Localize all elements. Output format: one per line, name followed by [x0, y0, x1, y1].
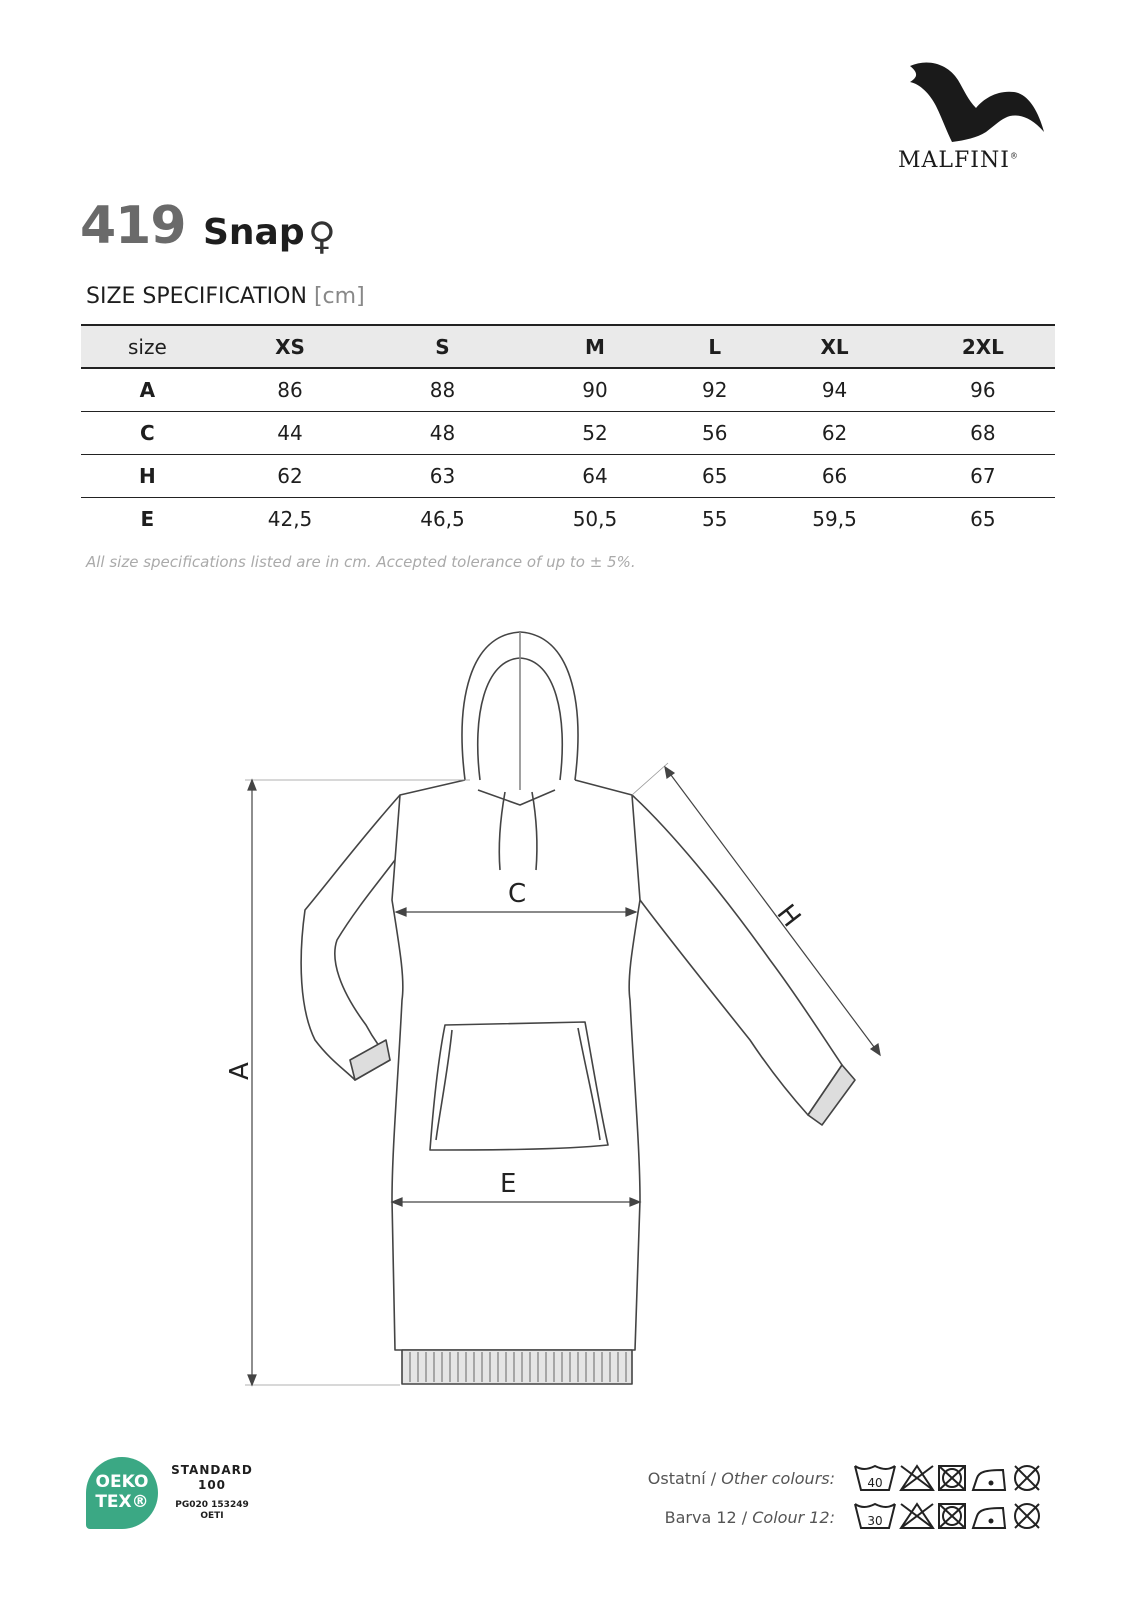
table-header-cell: M — [519, 325, 671, 368]
oeko-standard: STANDARD 100 — [171, 1463, 253, 1492]
dimension-label-h: H — [770, 899, 807, 934]
table-cell: 46,5 — [420, 506, 465, 531]
table-cell: H — [81, 454, 214, 497]
svg-text:40: 40 — [867, 1476, 883, 1490]
table-cell: 66 — [758, 454, 910, 497]
care-symbols-row-1 — [853, 1462, 1053, 1494]
table-cell: 62 — [758, 411, 910, 454]
table-header-cell: XL — [758, 325, 910, 368]
product-code: 419 — [80, 196, 186, 256]
iron-icon — [973, 1470, 1005, 1490]
tolerance-note: All size specifications listed are in cm. Accepted tolerance of up to ± 5%. — [86, 553, 636, 571]
table-header-cell: L — [671, 325, 758, 368]
oeko-tex-logo: OEKO TEX® — [86, 1457, 158, 1529]
table-cell: 65 — [970, 506, 996, 531]
female-icon: ♀ — [308, 214, 336, 258]
eagle-icon — [906, 58, 1046, 144]
no-tumble-dry-icon — [939, 1466, 965, 1490]
table-cell: 59,5 — [812, 506, 857, 531]
size-spec-title: SIZE SPECIFICATION [cm] — [86, 284, 365, 309]
table-cell: 42,5 — [267, 506, 313, 531]
table-cell: 56 — [671, 411, 758, 454]
brand-name: MALFINI® — [898, 148, 1019, 173]
dimension-label-a: A — [225, 1062, 255, 1080]
table-cell: 94 — [758, 368, 910, 411]
care-label-colour-12: Barva 12 / Colour 12: — [664, 1508, 835, 1527]
table-cell: 92 — [671, 368, 758, 411]
table-header-row — [81, 325, 1055, 368]
wash-icon — [855, 1466, 895, 1490]
table-cell: A — [81, 368, 214, 411]
table-header-cell: S — [366, 325, 518, 368]
table-cell: 44 — [214, 411, 366, 454]
table-cell: 68 — [911, 411, 1055, 454]
table-header-cell: size — [81, 325, 214, 368]
table-header-cell: XS — [214, 325, 366, 368]
left-sleeve — [301, 795, 400, 1080]
table-cell: 62 — [214, 454, 366, 497]
dimension-label-c: C — [508, 879, 527, 909]
table-cell: 48 — [366, 411, 518, 454]
table-row — [81, 454, 1055, 497]
table-cell: 65 — [671, 454, 758, 497]
no-bleach-icon — [901, 1504, 933, 1528]
right-sleeve — [632, 795, 842, 1115]
product-name: Snap — [203, 212, 305, 253]
no-bleach-icon — [901, 1466, 933, 1490]
dimension-label-e: E — [500, 1169, 517, 1199]
brand-logo — [898, 58, 1048, 173]
table-row — [81, 411, 1055, 454]
iron-icon — [973, 1508, 1005, 1528]
no-dry-clean-icon — [1015, 1466, 1039, 1490]
table-cell: C — [81, 411, 214, 454]
no-tumble-dry-icon — [939, 1504, 965, 1528]
dimension-h-line — [665, 767, 880, 1055]
table-row — [81, 368, 1055, 411]
table-cell: 55 — [702, 506, 728, 531]
table-header-cell: 2XL — [911, 325, 1055, 368]
table-cell: 52 — [519, 411, 671, 454]
table-row — [81, 497, 1055, 540]
garment-diagram — [0, 590, 1131, 1410]
wash-icon — [855, 1504, 895, 1528]
no-dry-clean-icon — [1015, 1504, 1039, 1528]
table-cell: 67 — [911, 454, 1055, 497]
table-cell: E — [140, 506, 155, 531]
table-cell: 96 — [911, 368, 1055, 411]
body-outline — [392, 780, 640, 1350]
table-cell: 86 — [214, 368, 366, 411]
table-cell: 50,5 — [572, 506, 618, 531]
svg-text:30: 30 — [867, 1514, 883, 1528]
table-cell: 90 — [519, 368, 671, 411]
oeko-certificate-code: PG020 153249 OETI — [175, 1500, 249, 1521]
table-cell: 63 — [366, 454, 518, 497]
table-cell: 64 — [519, 454, 671, 497]
size-table — [81, 324, 1055, 540]
table-cell: 88 — [366, 368, 518, 411]
care-symbols-row-2 — [853, 1500, 1053, 1532]
care-label-other-colours: Ostatní / Other colours: — [647, 1469, 835, 1488]
